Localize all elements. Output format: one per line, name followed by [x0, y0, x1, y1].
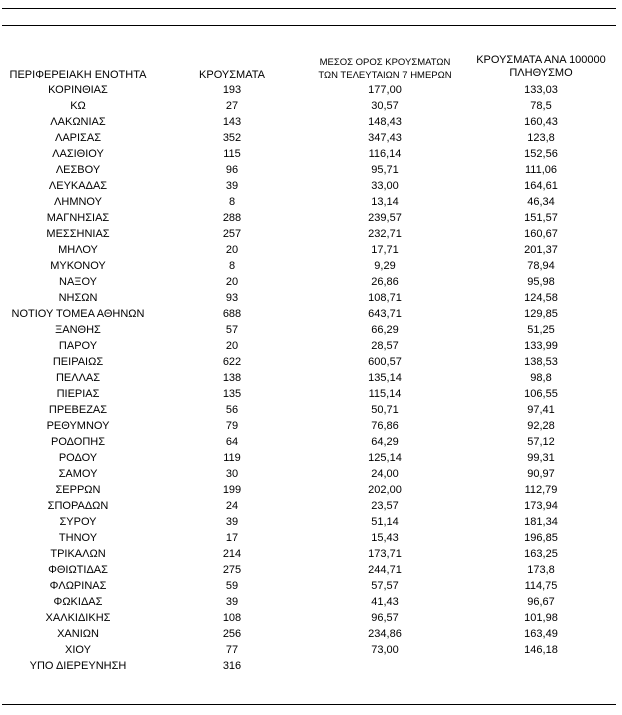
cell-cases-per-100k: 201,37 — [524, 244, 558, 256]
cell-cases-per-100k: 163,49 — [524, 628, 558, 640]
cell-region: ΜΥΚΟΝΟΥ — [50, 260, 106, 272]
cell-cases: 20 — [225, 276, 239, 288]
cell-cases-per-100k: 173,94 — [524, 500, 558, 512]
cell-region: ΛΑΡΙΣΑΣ — [54, 132, 101, 144]
cell-seven-day-average: 239,57 — [368, 212, 402, 224]
cell-cases: 77 — [225, 644, 239, 656]
cell-cases-per-100k: 98,8 — [530, 372, 552, 384]
cell-seven-day-average: 108,71 — [368, 292, 402, 304]
cell-region: ΠΕΛΛΑΣ — [55, 372, 101, 384]
cell-region: ΛΑΣΙΘΙΟΥ — [52, 148, 104, 160]
table-row — [0, 178, 622, 194]
cell-cases-per-100k: 90,97 — [527, 468, 555, 480]
cell-cases: 20 — [225, 244, 239, 256]
cell-seven-day-average: 51,14 — [371, 516, 399, 528]
header-avg-line2: ΤΩΝ ΤΕΛΕΥΤΑΙΩΝ 7 ΗΜΕΡΩΝ — [318, 70, 452, 81]
cell-cases-per-100k: 78,94 — [527, 260, 555, 272]
header-per100k-line2: ΠΛΗΘΥΣΜΟ — [509, 67, 573, 79]
table-row — [0, 210, 622, 226]
table-row — [0, 450, 622, 466]
cell-seven-day-average: 57,57 — [371, 580, 399, 592]
header-per100k-line1: ΚΡΟΥΣΜΑΤΑ ΑΝΑ 100000 — [476, 54, 606, 66]
cell-region: ΣΠΟΡΑΔΩΝ — [47, 500, 109, 512]
cell-seven-day-average: 115,14 — [368, 388, 402, 400]
cell-seven-day-average: 17,71 — [371, 244, 399, 256]
cell-cases-per-100k: 46,34 — [527, 196, 555, 208]
cell-cases: 256 — [222, 628, 242, 640]
cell-seven-day-average: 33,00 — [371, 180, 399, 192]
header-avg-line1: ΜΕΣΟΣ ΟΡΟΣ ΚΡΟΥΣΜΑΤΩΝ — [319, 57, 451, 68]
table-row — [0, 82, 622, 98]
cell-cases: 288 — [222, 212, 242, 224]
cell-cases: 59 — [225, 580, 239, 592]
cell-cases: 79 — [225, 420, 239, 432]
cell-region: ΤΡΙΚΑΛΩΝ — [50, 548, 106, 560]
cell-cases: 199 — [222, 484, 242, 496]
cell-region: ΤΗΝΟΥ — [58, 532, 98, 544]
cell-cases: 119 — [223, 452, 241, 464]
cell-seven-day-average: 116,14 — [368, 148, 402, 160]
table-row — [0, 162, 622, 178]
header-cases: ΚΡΟΥΣΜΑΤΑ — [199, 69, 265, 81]
cell-cases-per-100k: 114,75 — [524, 580, 558, 592]
cell-cases: 20 — [225, 340, 239, 352]
table-row — [0, 290, 622, 306]
cell-cases: 17 — [225, 532, 239, 544]
cell-region: ΡΟΔΟΠΗΣ — [50, 436, 106, 448]
cell-region: ΜΕΣΣΗΝΙΑΣ — [46, 228, 110, 240]
cell-seven-day-average: 95,71 — [371, 164, 399, 176]
cell-cases-per-100k: 133,99 — [524, 340, 558, 352]
header-cases-per-100k — [455, 54, 622, 80]
cell-region: ΚΟΡΙΝΘΙΑΣ — [48, 84, 108, 96]
cell-cases: 96 — [225, 164, 239, 176]
cell-cases: 24 — [225, 500, 239, 512]
cell-seven-day-average: 173,71 — [368, 548, 402, 560]
cell-seven-day-average: 41,43 — [371, 596, 399, 608]
cell-cases: 138 — [222, 372, 242, 384]
cell-cases-per-100k: 112,79 — [524, 484, 558, 496]
cell-cases-per-100k: 152,56 — [524, 148, 558, 160]
cell-cases: 622 — [222, 356, 242, 368]
cell-region: ΜΑΓΝΗΣΙΑΣ — [46, 212, 110, 224]
cell-region: ΣΕΡΡΩΝ — [55, 484, 101, 496]
cell-cases: 143 — [222, 116, 242, 128]
header-seven-day-average — [305, 56, 465, 82]
cell-cases-per-100k: 99,31 — [527, 452, 555, 464]
table-row — [0, 418, 622, 434]
cell-cases-per-100k: 138,53 — [524, 356, 558, 368]
cell-region: ΠΕΙΡΑΙΩΣ — [52, 356, 104, 368]
cell-seven-day-average: 26,86 — [371, 276, 399, 288]
cell-cases-per-100k: 123,8 — [527, 132, 555, 144]
cell-region: ΠΙΕΡΙΑΣ — [56, 388, 100, 400]
table-row — [0, 146, 622, 162]
cell-seven-day-average: 125,14 — [368, 452, 402, 464]
cell-seven-day-average: 23,57 — [371, 500, 399, 512]
cell-region: ΦΛΩΡΙΝΑΣ — [49, 580, 107, 592]
cell-seven-day-average: 76,86 — [371, 420, 399, 432]
cell-region: ΥΠΟ ΔΙΕΡΕΥΝΗΣΗ — [29, 660, 127, 672]
top-rule-1 — [2, 8, 616, 9]
cell-cases: 688 — [222, 308, 242, 320]
cell-cases-per-100k: 51,25 — [527, 324, 555, 336]
table-row — [0, 194, 622, 210]
cell-cases-per-100k: 160,67 — [524, 228, 558, 240]
cell-cases: 57 — [225, 324, 239, 336]
cell-cases-per-100k: 96,67 — [527, 596, 555, 608]
cell-seven-day-average: 600,57 — [368, 356, 402, 368]
cell-seven-day-average: 50,71 — [371, 404, 399, 416]
cell-cases: 8 — [228, 260, 236, 272]
cell-cases: 93 — [225, 292, 239, 304]
cell-seven-day-average: 13,14 — [371, 196, 399, 208]
table-row — [0, 306, 622, 322]
table-row — [0, 434, 622, 450]
cell-seven-day-average: 135,14 — [368, 372, 402, 384]
table-row — [0, 370, 622, 386]
cell-cases: 316 — [222, 660, 242, 672]
cell-cases: 135 — [222, 388, 242, 400]
cell-cases: 39 — [225, 516, 239, 528]
cell-cases-per-100k: 146,18 — [524, 644, 558, 656]
cell-region: ΦΘΙΩΤΙΔΑΣ — [48, 564, 108, 576]
cell-seven-day-average: 66,29 — [371, 324, 399, 336]
table-row — [0, 466, 622, 482]
cell-cases-per-100k: 124,58 — [524, 292, 558, 304]
cell-cases: 39 — [225, 180, 239, 192]
cell-cases-per-100k: 160,43 — [524, 116, 558, 128]
cell-cases: 8 — [228, 196, 236, 208]
cell-region: ΝΑΞΟΥ — [59, 276, 97, 288]
cell-cases-per-100k: 95,98 — [527, 276, 555, 288]
cell-seven-day-average: 244,71 — [368, 564, 402, 576]
cell-cases-per-100k: 129,85 — [524, 308, 558, 320]
table-row — [0, 546, 622, 562]
table-row — [0, 258, 622, 274]
cell-seven-day-average: 73,00 — [371, 644, 399, 656]
cell-region: ΚΩ — [70, 100, 86, 112]
cell-seven-day-average: 15,43 — [371, 532, 399, 544]
table-row — [0, 658, 622, 674]
cell-cases: 193 — [222, 84, 242, 96]
cell-region: ΦΩΚΙΔΑΣ — [53, 596, 103, 608]
cell-seven-day-average: 30,57 — [371, 100, 399, 112]
cell-seven-day-average: 177,00 — [368, 84, 402, 96]
cell-cases-per-100k: 151,57 — [524, 212, 558, 224]
cell-cases-per-100k: 163,25 — [524, 548, 558, 560]
table-row — [0, 402, 622, 418]
table-row — [0, 594, 622, 610]
cell-seven-day-average: 148,43 — [368, 116, 402, 128]
cell-seven-day-average: 234,86 — [368, 628, 402, 640]
table-row — [0, 98, 622, 114]
top-rule-2 — [2, 25, 616, 26]
cell-cases: 275 — [222, 564, 242, 576]
table-row — [0, 226, 622, 242]
bottom-rule — [2, 704, 616, 705]
cell-region: ΜΗΛΟΥ — [58, 244, 98, 256]
cell-cases: 56 — [225, 404, 239, 416]
table-row — [0, 386, 622, 402]
cell-cases-per-100k: 164,61 — [524, 180, 558, 192]
cell-cases: 30 — [225, 468, 239, 480]
table-body — [0, 82, 622, 674]
table-row — [0, 514, 622, 530]
table-row — [0, 242, 622, 258]
cell-cases: 214 — [222, 548, 242, 560]
cell-cases: 27 — [225, 100, 239, 112]
cell-cases-per-100k: 57,12 — [527, 436, 555, 448]
cell-seven-day-average: 347,43 — [368, 132, 402, 144]
cell-seven-day-average: 232,71 — [368, 228, 402, 240]
cell-region: ΣΑΜΟΥ — [58, 468, 98, 480]
cell-cases: 64 — [225, 436, 239, 448]
cell-seven-day-average: 64,29 — [371, 436, 399, 448]
table-row — [0, 130, 622, 146]
cell-region: ΡΟΔΟΥ — [58, 452, 98, 464]
cell-cases-per-100k: 133,03 — [524, 84, 558, 96]
cell-cases: 108 — [222, 612, 242, 624]
cell-region: ΛΕΥΚΑΔΑΣ — [48, 180, 108, 192]
table-row — [0, 610, 622, 626]
cell-cases-per-100k: 97,41 — [527, 404, 555, 416]
cell-region: ΠΑΡΟΥ — [58, 340, 98, 352]
table-row — [0, 482, 622, 498]
cell-cases: 39 — [225, 596, 239, 608]
cell-cases: 352 — [222, 132, 242, 144]
cell-region: ΠΡΕΒΕΖΑΣ — [48, 404, 108, 416]
table-row — [0, 498, 622, 514]
table-row — [0, 562, 622, 578]
cell-seven-day-average: 9,29 — [374, 260, 396, 272]
table-row — [0, 626, 622, 642]
cell-cases-per-100k: 196,85 — [524, 532, 558, 544]
table-row — [0, 642, 622, 658]
cell-cases-per-100k: 181,34 — [524, 516, 558, 528]
table-row — [0, 114, 622, 130]
table-row — [0, 354, 622, 370]
cell-region: ΛΕΣΒΟΥ — [55, 164, 101, 176]
cell-cases: 257 — [222, 228, 242, 240]
cell-cases-per-100k: 106,55 — [524, 388, 558, 400]
header-region: ΠΕΡΙΦΕΡΕΙΑΚΗ ΕΝΟΤΗΤΑ — [9, 69, 147, 81]
cell-region: ΝΗΣΩΝ — [58, 292, 98, 304]
cell-seven-day-average: 202,00 — [368, 484, 402, 496]
cell-seven-day-average: 28,57 — [371, 340, 399, 352]
cell-seven-day-average: 24,00 — [371, 468, 399, 480]
cell-cases: 115 — [223, 148, 241, 160]
cell-region: ΞΑΝΘΗΣ — [55, 324, 101, 336]
cell-region: ΛΗΜΝΟΥ — [54, 196, 102, 208]
cell-region: ΧΑΝΙΩΝ — [57, 628, 99, 640]
table-row — [0, 578, 622, 594]
cell-region: ΧΑΛΚΙΔΙΚΗΣ — [45, 612, 111, 624]
table-row — [0, 338, 622, 354]
cell-region: ΝΟΤΙΟΥ ΤΟΜΕΑ ΑΘΗΝΩΝ — [11, 308, 145, 320]
cell-seven-day-average: 643,71 — [368, 308, 402, 320]
table-row — [0, 274, 622, 290]
table-row — [0, 530, 622, 546]
cell-cases-per-100k: 173,8 — [527, 564, 555, 576]
cell-cases-per-100k: 78,5 — [530, 100, 552, 112]
table-row — [0, 322, 622, 338]
cell-cases-per-100k: 101,98 — [524, 612, 558, 624]
cell-region: ΣΥΡΟΥ — [59, 516, 97, 528]
cell-region: ΡΕΘΥΜΝΟΥ — [46, 420, 110, 432]
cell-seven-day-average: 96,57 — [371, 612, 399, 624]
cell-cases-per-100k: 111,06 — [524, 164, 557, 176]
cell-cases-per-100k: 92,28 — [527, 420, 555, 432]
cell-region: ΧΙΟΥ — [65, 644, 91, 656]
cell-region: ΛΑΚΩΝΙΑΣ — [50, 116, 106, 128]
